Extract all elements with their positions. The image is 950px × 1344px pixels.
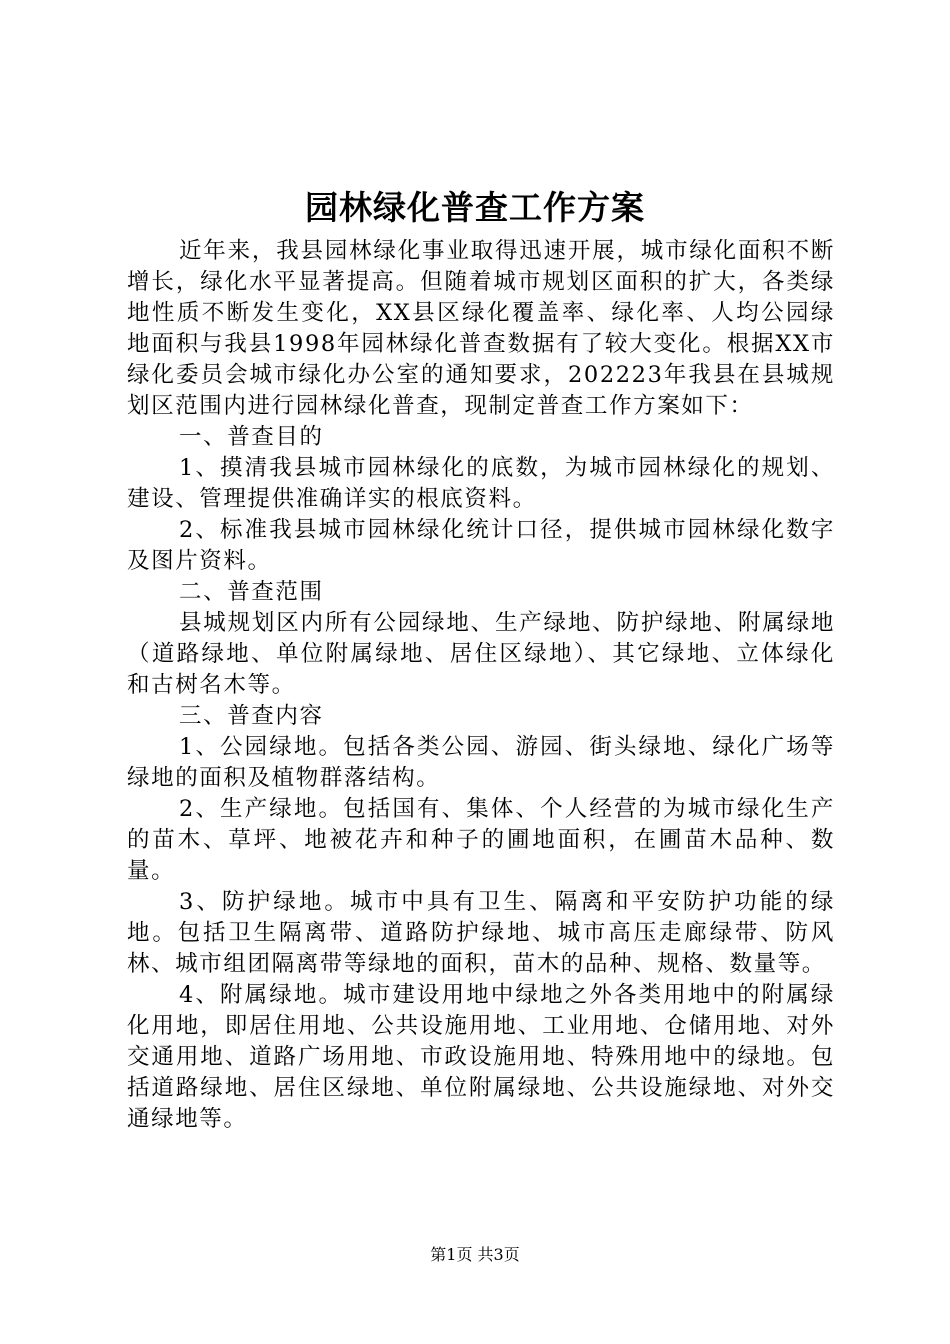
section-heading-scope: 二、普查范围 bbox=[179, 579, 324, 605]
purpose-item-1: 1、摸清我县城市园林绿化的底数，为城市园林绿化的规划、建设、管理提供准确详实的根底资料。 bbox=[127, 455, 835, 512]
page-footer bbox=[0, 1244, 950, 1266]
content-item-2: 2、生产绿地。包括国有、集体、个人经营的为城市绿化生产的苗木、草坪、地被花卉和种子的圃地面积，在圃苗木品种、数量。 bbox=[127, 796, 835, 884]
content-item-3: 3、防护绿地。城市中具有卫生、隔离和平安防护功能的绿地。包括卫生隔离带、道路防护绿地、城市高压走廊绿带、防风林、城市组团隔离带等绿地的面积，苗木的品种、规格、数量等。 bbox=[127, 889, 835, 977]
section-heading-content: 三、普查内容 bbox=[179, 703, 324, 729]
document-title: 园林绿化普查工作方案 bbox=[305, 188, 645, 227]
page-total: 共3页 bbox=[477, 1245, 520, 1264]
section-heading-purpose: 一、普查目的 bbox=[179, 424, 324, 450]
content-item-1: 1、公园绿地。包括各类公园、游园、街头绿地、绿化广场等绿地的面积及植物群落结构。 bbox=[127, 734, 835, 791]
document-body bbox=[127, 236, 835, 1135]
content-item-4: 4、附属绿地。城市建设用地中绿地之外各类用地中的附属绿化用地，即居住用地、公共设施用地、工业用地、仓储用地、对外交通用地、道路广场用地、市政设施用地、特殊用地中的绿地。包括道路绿地、居住区绿地、单位附属绿地、公共设施绿地、对外交通绿地等。 bbox=[127, 982, 835, 1132]
intro-paragraph: 近年来，我县园林绿化事业取得迅速开展，城市绿化面积不断增长，绿化水平显著提高。但随着城市规划区面积的扩大，各类绿地性质不断发生变化，XX县区绿化覆盖率、绿化率、人均公园绿地面积与我县1998年园林绿化普查数据有了较大变化。根据XX市绿化委员会城市绿化办公室的通知要求，202223年我县在县城规划区范围内进行园林绿化普查，现制定普查工作方案如下： bbox=[127, 238, 835, 419]
scope-paragraph: 县城规划区内所有公园绿地、生产绿地、防护绿地、附属绿地（道路绿地、单位附属绿地、居住区绿地）、其它绿地、立体绿化和古树名木等。 bbox=[127, 610, 835, 698]
purpose-item-2: 2、标准我县城市园林绿化统计口径，提供城市园林绿化数字及图片资料。 bbox=[127, 517, 835, 574]
page-number: 第1页 bbox=[430, 1245, 473, 1264]
